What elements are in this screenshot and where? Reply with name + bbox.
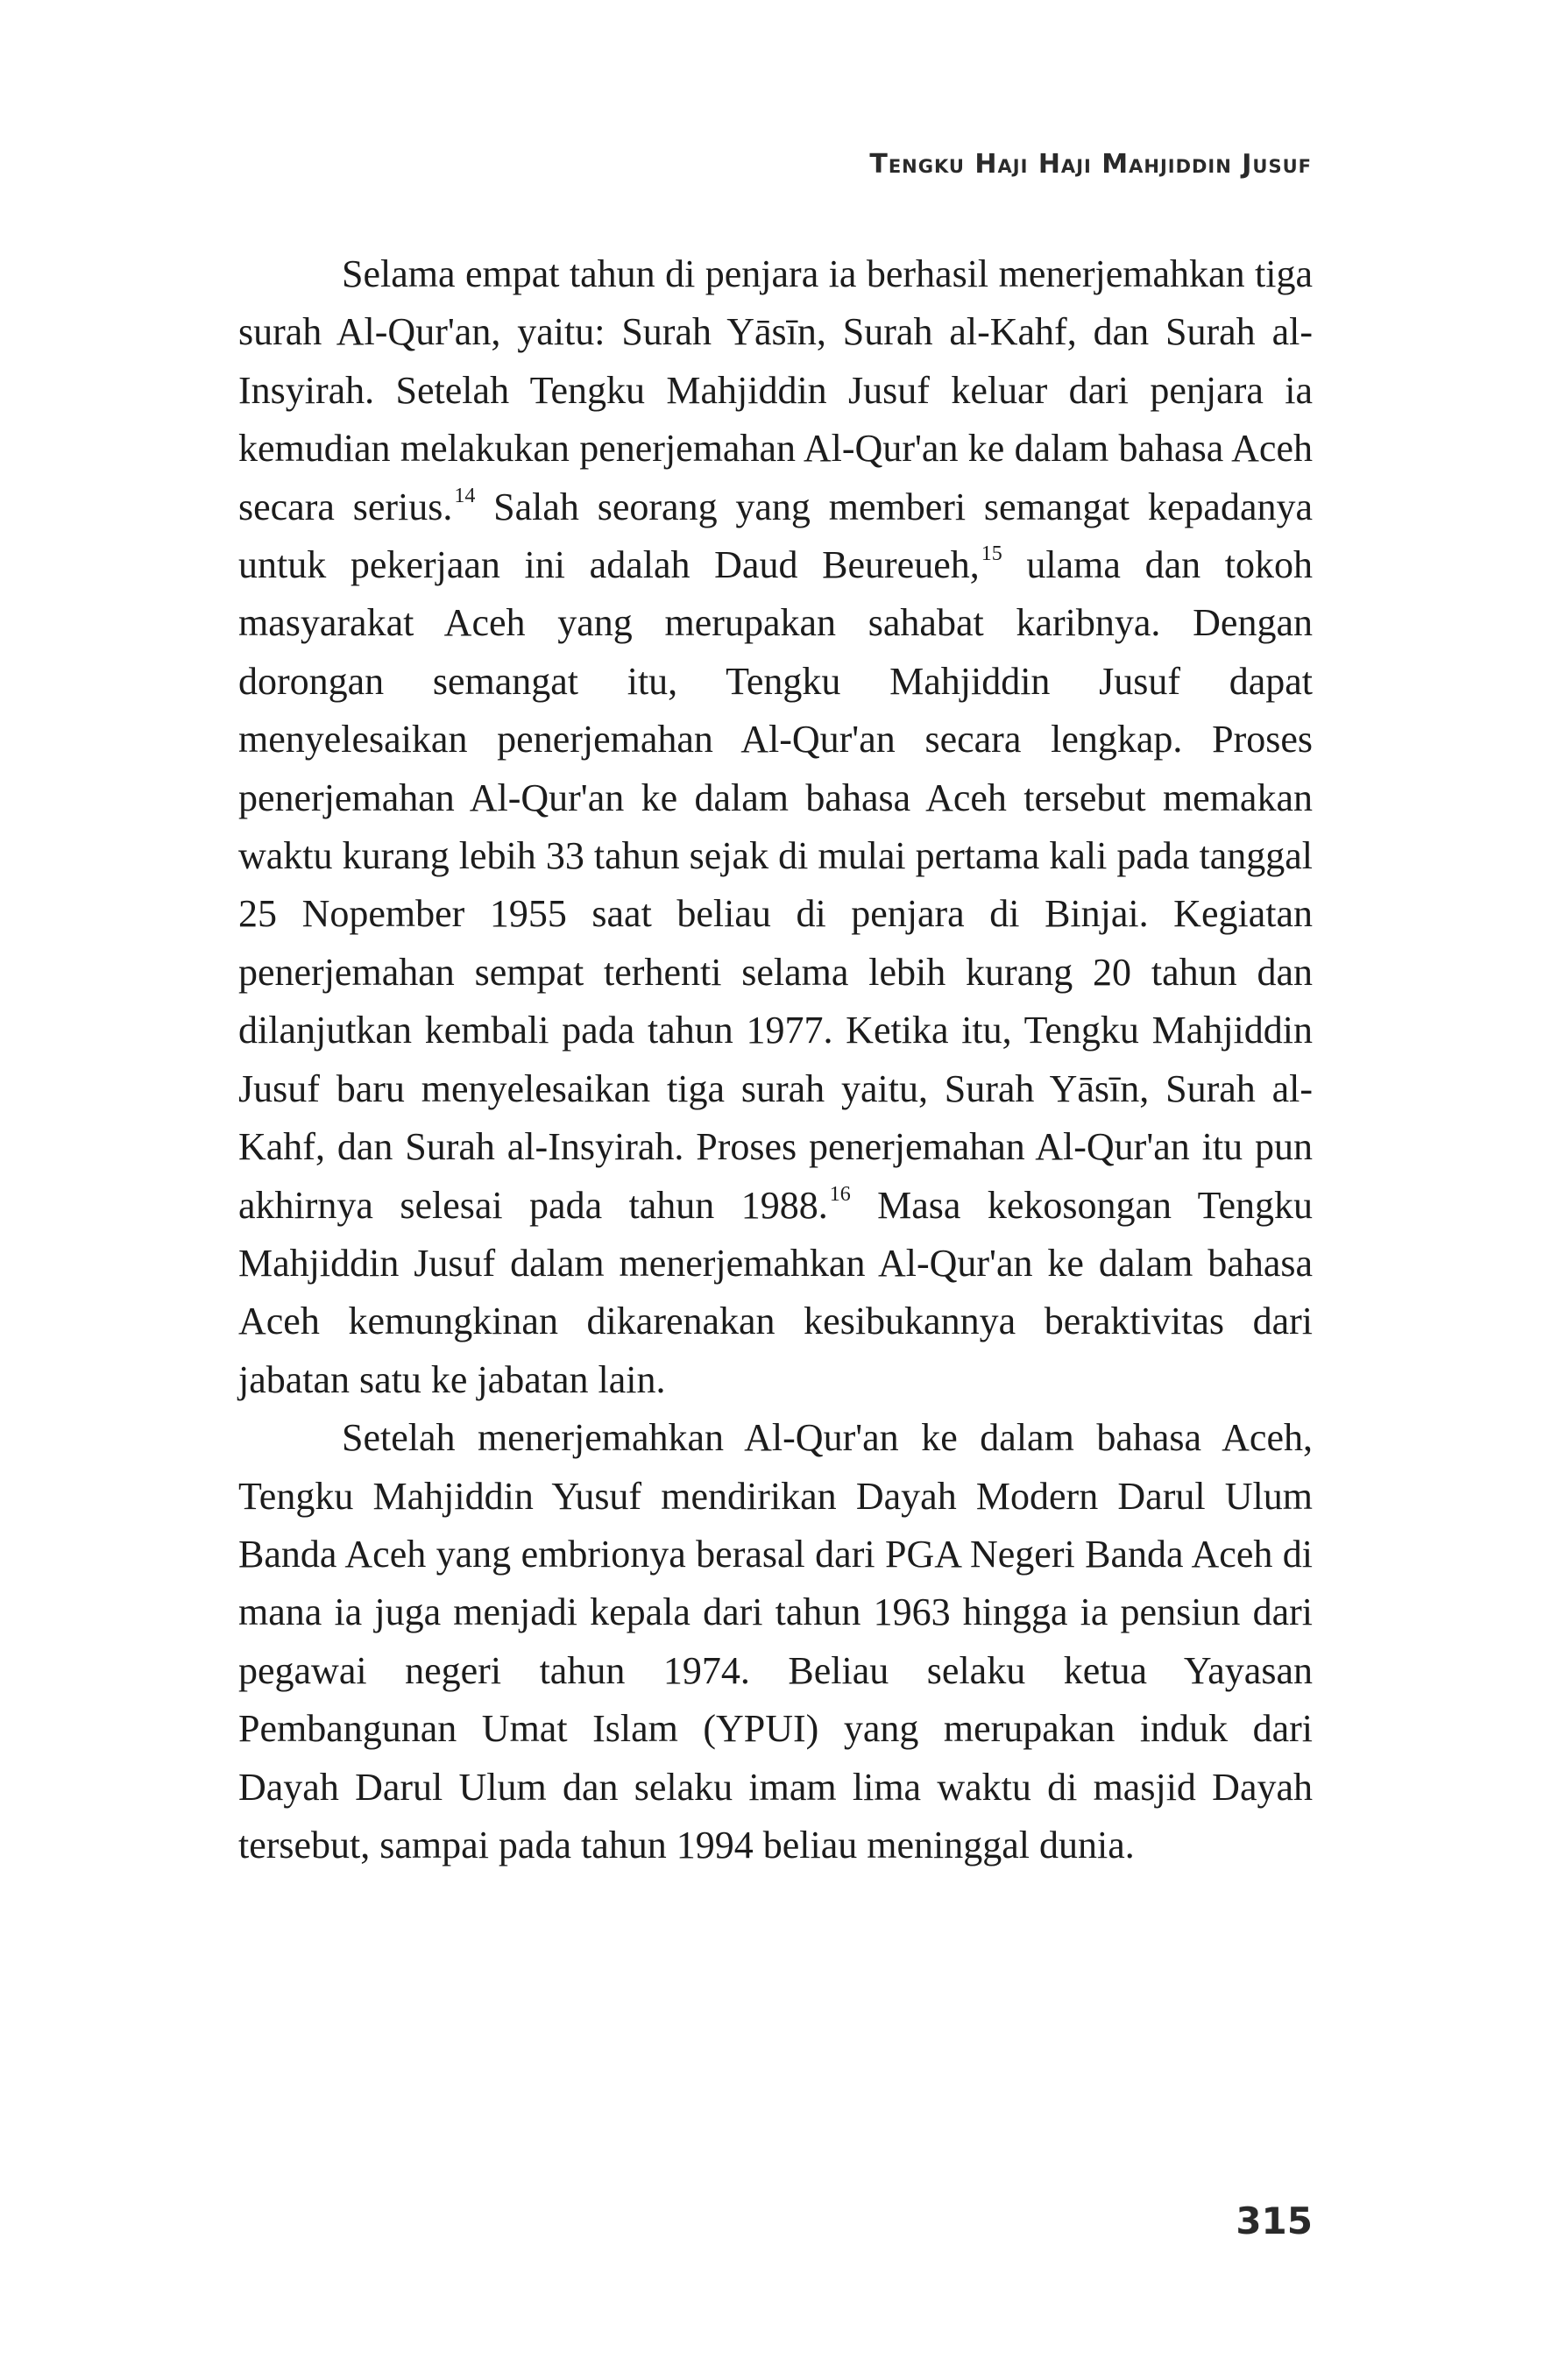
paragraph-1-segment-1: Selama empat tahun di penjara ia berhasil menerjemahkan tiga surah Al-Qur'an, yaitu: Surah Yāsīn, Surah al-Kahf, dan Surah al-Insyirah. Setelah Tengku Mahjiddin Jusuf keluar dari penjara ia kemudian melakukan penerjemahan Al-Qur'an ke dalam bahasa Aceh secara serius.: [238, 252, 1313, 528]
paragraph-1-segment-2: Salah seorang yang memberi semangat kepadanya untuk pekerjaan ini adalah Daud Beureueh,: [238, 485, 1314, 587]
running-header: Tengku Haji Haji Mahjiddin Jusuf: [869, 149, 1312, 180]
paragraph-1-segment-3: ulama dan tokoh masyarakat Aceh yang merupakan sahabat karibnya. Dengan dorongan semangat itu, Tengku Mahjiddin Jusuf dapat menyelesaikan penerjemahan Al-Qur'an secara lengkap. Proses penerjemahan Al-Qur'an ke dalam bahasa Aceh tersebut memakan waktu kurang lebih 33 tahun sejak di mulai pertama kali pada tanggal 25 Nopember 1955 saat beliau di penjara di Binjai. Kegiatan penerjemahan sempat terhenti selama lebih kurang 20 tahun dan dilanjutkan kembali pada tahun 1977. Ketika itu, Tengku Mahjiddin Jusuf baru menyelesaikan tiga surah yaitu, Surah Yāsīn, Surah al-Kahf, dan Surah al-Insyirah. Proses penerjemahan Al-Qur'an itu pun akhirnya selesai pada tahun 1988.: [238, 543, 1314, 1227]
footnote-ref-14: 14: [454, 484, 476, 507]
footnote-ref-15: 15: [981, 542, 1002, 566]
paragraph-1-segment-4: Masa kekosongan Tengku Mahjiddin Jusuf dalam menerjemahkan Al-Qur'an ke dalam bahasa Aceh kemungkinan dikarenakan kesibukannya beraktivitas dari jabatan satu ke jabatan lain.: [238, 1183, 1314, 1401]
paragraph-1: [238, 245, 1313, 1409]
paragraph-2: Setelah menerjemahkan Al-Qur'an ke dalam bahasa Aceh, Tengku Mahjiddin Yusuf mendirikan Dayah Modern Darul Ulum Banda Aceh yang embrionya berasal dari PGA Negeri Banda Aceh di mana ia juga menjadi kepala dari tahun 1963 hingga ia pensiun dari pegawai negeri tahun 1974. Beliau selaku ketua Yayasan Pembangunan Umat Islam (YPUI) yang merupakan induk dari Dayah Darul Ulum dan selaku imam lima waktu di masjid Dayah tersebut, sampai pada tahun 1994 beliau meninggal dunia.: [238, 1416, 1313, 1866]
body-text: [238, 245, 1313, 1874]
footnote-ref-16: 16: [829, 1182, 851, 1206]
page-number: 315: [1236, 2199, 1313, 2242]
